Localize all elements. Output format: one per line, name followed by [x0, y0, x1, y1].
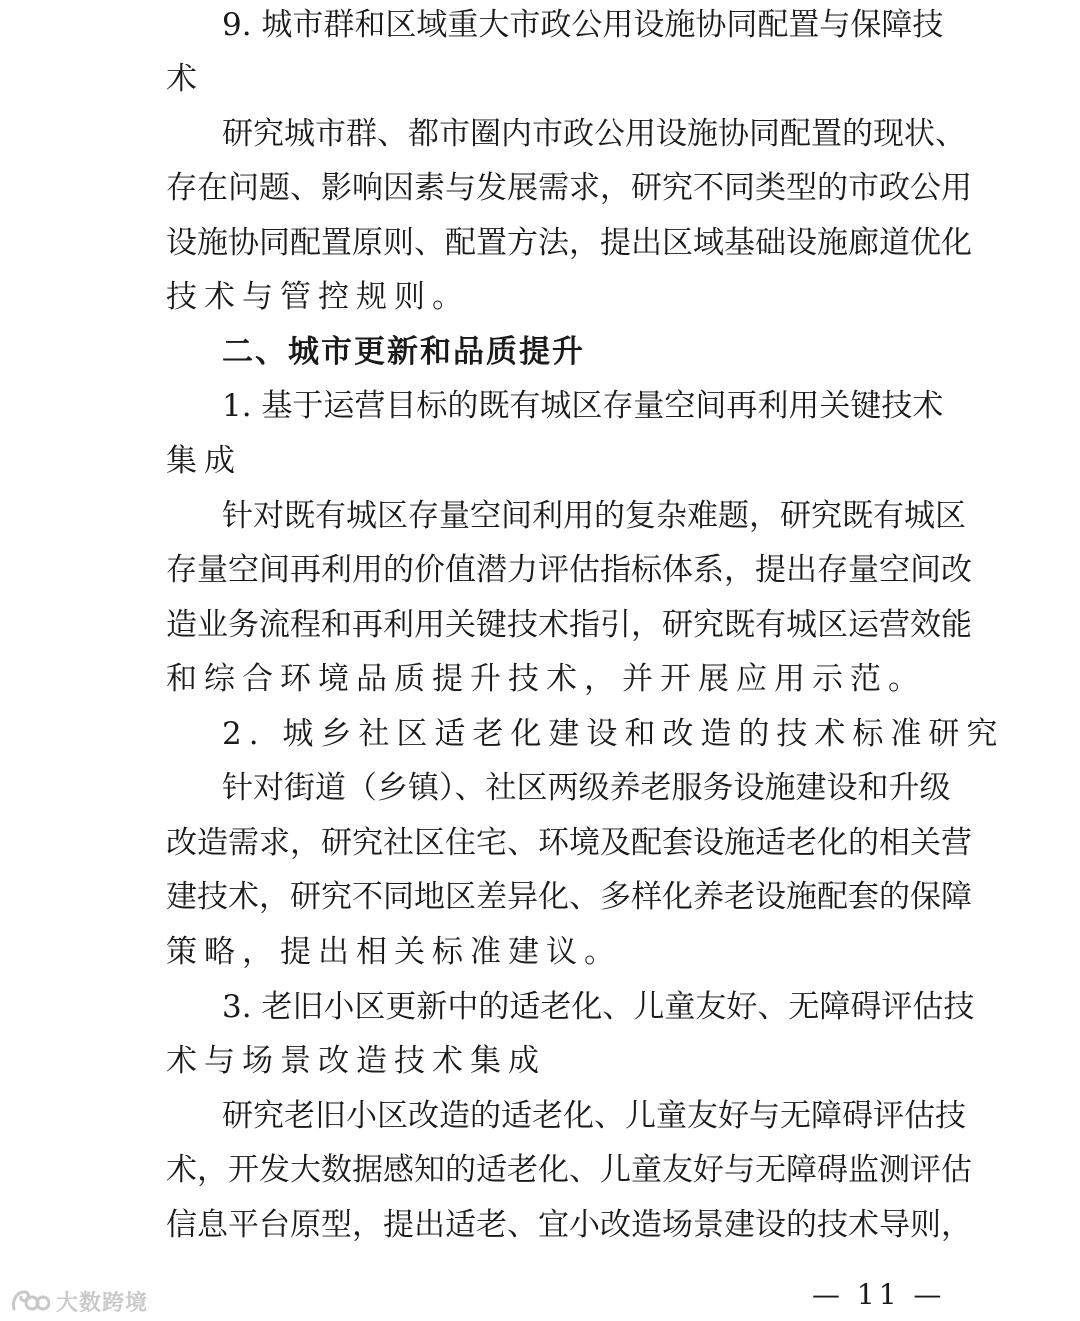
paragraph-line: 设施协同配置原则、配置方法，提出区域基础设施廊道优化 [166, 225, 972, 261]
item-1-title-line-1: 1. 基于运营目标的既有城区存量空间再利用关键技术 [222, 388, 944, 424]
paragraph-line: 针对既有城区存量空间利用的复杂难题，研究既有城区 [222, 498, 966, 534]
item-9-title-line-1: 9. 城市群和区域重大市政公用设施协同配置与保障技 [222, 7, 944, 43]
paragraph-line: 研究城市群、都市圈内市政公用设施协同配置的现状、 [222, 116, 966, 152]
paragraph-line: 建技术，研究不同地区差异化、多样化养老设施配套的保障 [166, 879, 972, 915]
paragraph-line: 存在问题、影响因素与发展需求，研究不同类型的市政公用 [166, 170, 972, 206]
item-3-title-line-1: 3. 老旧小区更新中的适老化、儿童友好、无障碍评估技 [222, 989, 975, 1025]
paragraph-line: 和综合环境品质提升技术，并开展应用示范。 [166, 661, 926, 697]
paragraph-line: 策略，提出相关标准建议。 [166, 934, 622, 970]
paragraph-line: 信息平台原型，提出适老、宜小改造场景建设的技术导则， [166, 1207, 972, 1243]
brand-logo-icon [10, 1287, 50, 1315]
paragraph-line: 研究老旧小区改造的适老化、儿童友好与无障碍评估技 [222, 1098, 966, 1134]
page-number: — 11 — [812, 1278, 946, 1311]
paragraph-line: 造业务流程和再利用关键技术指引，研究既有城区运营效能 [166, 607, 972, 643]
paragraph-line: 技术与管控规则。 [166, 279, 470, 315]
watermark-text: 大数跨境 [56, 1290, 149, 1316]
item-3-title-line-2: 术与场景改造技术集成 [166, 1043, 546, 1079]
watermark [10, 1284, 148, 1318]
section-heading: 二、城市更新和品质提升 [222, 334, 585, 370]
paragraph-line: 存量空间再利用的价值潜力评估指标体系，提出存量空间改 [166, 552, 972, 588]
item-9-title-line-2: 术 [166, 61, 204, 97]
paragraph-line: 改造需求，研究社区住宅、环境及配套设施适老化的相关营 [166, 825, 972, 861]
paragraph-line: 针对街道（乡镇）、社区两级养老服务设施建设和升级 [222, 770, 951, 806]
item-2-title: 2. 城乡社区适老化建设和改造的技术标准研究 [222, 716, 1005, 752]
item-1-title-line-2: 集成 [166, 443, 242, 479]
paragraph-line: 术，开发大数据感知的适老化、儿童友好与无障碍监测评估 [166, 1152, 972, 1188]
